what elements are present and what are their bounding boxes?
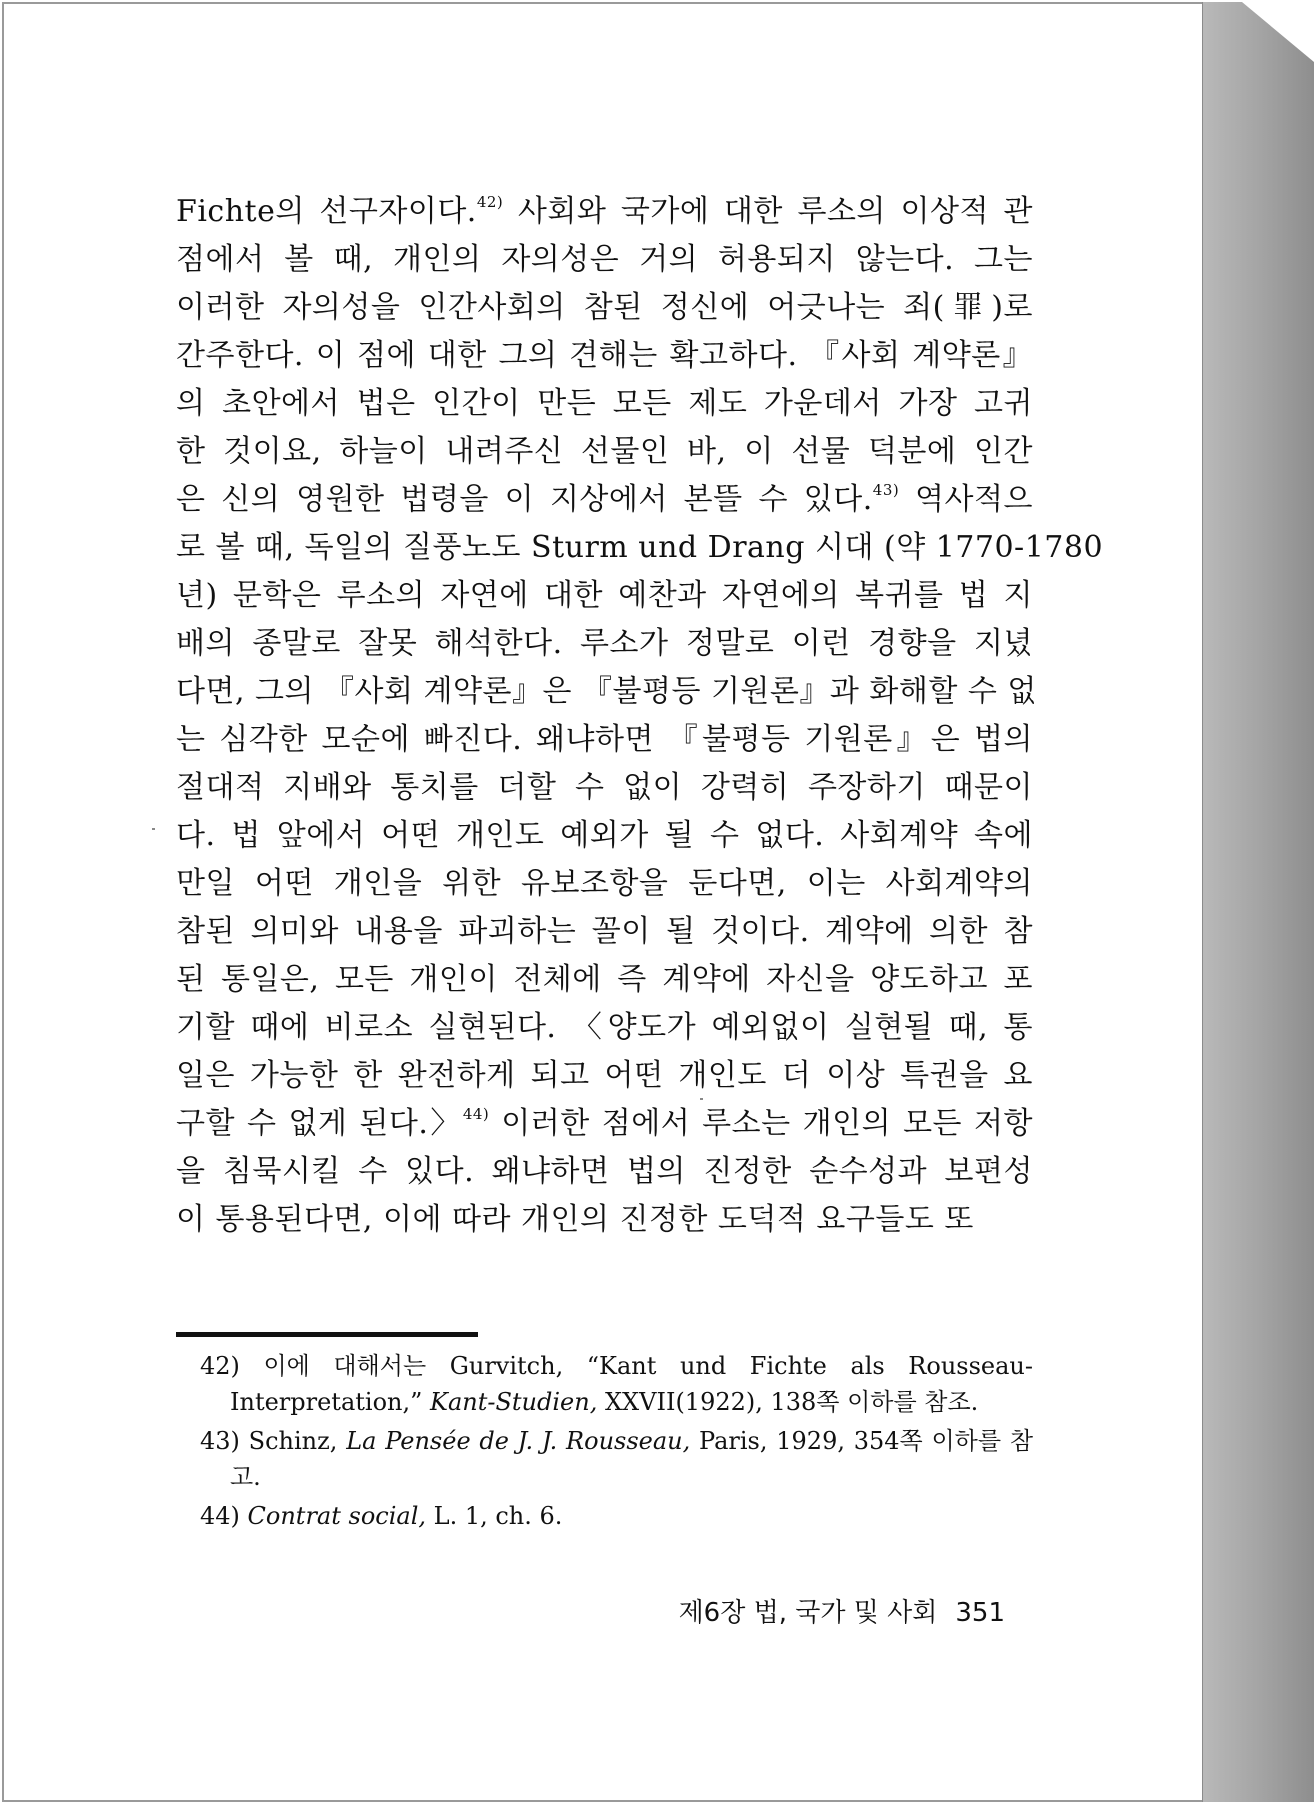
body-line: Fichte의 선구자이다.$^{42)}$ 사회와 국가에 대한 루소의 이상적 관 — [176, 193, 1033, 229]
body-line: 이러한 자의성을 인간사회의 참된 정신에 어긋나는 죄(罪)로 — [176, 290, 1033, 325]
body-line: 일은 가능한 한 완전하게 되고 어떤 개인도 더 이상 특권을 요 — [176, 1058, 1033, 1093]
body-line: 의 초안에서 법은 인간이 만든 모든 제도 가운데서 가장 고귀 — [176, 386, 1033, 421]
footnote-43-line-2: 고. — [230, 1463, 261, 1491]
body-line: 이 통용된다면, 이에 따라 개인의 진정한 도덕적 요구들도 또 — [176, 1202, 974, 1237]
footnote-44-line-1: 44) Contrat social, L. 1, ch. 6. — [200, 1502, 563, 1530]
body-line: 는 심각한 모순에 빠진다. 왜냐하면 『불평등 기원론』은 법의 — [176, 722, 1033, 757]
body-line: 점에서 볼 때, 개인의 자의성은 거의 허용되지 않는다. 그는 — [176, 242, 1033, 277]
body-line: 구할 수 없게 된다.〉$^{44)}$ 이러한 점에서 루소는 개인의 모든 저항 — [176, 1105, 1033, 1141]
body-line: 다. 법 앞에서 어떤 개인도 예외가 될 수 없다. 사회계약 속에 — [176, 818, 1033, 853]
body-line: 참된 의미와 내용을 파괴하는 꼴이 될 것이다. 계약에 의한 참 — [176, 914, 1033, 949]
page-footer — [679, 1592, 1005, 1629]
running-head: 제6장 법, 국가 및 사회 — [678, 1598, 938, 1628]
body-line: 다면, 그의 『사회 계약론』은 『불평등 기원론』과 화해할 수 없 — [176, 674, 1037, 709]
body-line: 을 침묵시킬 수 있다. 왜냐하면 법의 진정한 순수성과 보편성 — [176, 1154, 1033, 1189]
body-line: 로 볼 때, 독일의 질풍노도 Sturm und Drang 시대 (약 1770-1780 — [176, 530, 1104, 565]
body-line: 배의 종말로 잘못 해석한다. 루소가 정말로 이런 경향을 지녔 — [176, 626, 1033, 661]
footnote-ref: 44) — [462, 1105, 490, 1123]
scan-speck — [700, 1098, 703, 1100]
footnote-42-line-2: Interpretation,” Kant-Studien, XXVII(1922), 138쪽 이하를 참조. — [230, 1388, 979, 1416]
footnotes — [200, 1348, 1033, 1537]
footnote-42 — [200, 1348, 1033, 1420]
body-line: 만일 어떤 개인을 위한 유보조항을 둔다면, 이는 사회계약의 — [176, 866, 1033, 901]
body-text — [176, 188, 1104, 1244]
body-line: 년) 문학은 루소의 자연에 대한 예찬과 자연에의 복귀를 법 지 — [176, 578, 1033, 613]
page-number: 351 — [955, 1598, 1005, 1628]
body-line: 한 것이요, 하늘이 내려주신 선물인 바, 이 선물 덕분에 인간 — [176, 434, 1033, 469]
footnote-44 — [200, 1498, 1033, 1534]
footnote-ref: 42) — [476, 193, 504, 211]
page-stack-edge — [1202, 2, 1314, 1802]
body-line: 절대적 지배와 통치를 더할 수 없이 강력히 주장하기 때문이 — [176, 770, 1033, 805]
body-line: 된 통일은, 모든 개인이 전체에 즉 계약에 자신을 양도하고 포 — [176, 962, 1033, 997]
body-line: 은 신의 영원한 법령을 이 지상에서 본뜰 수 있다.$^{43)}$ 역사적으 — [176, 481, 1033, 517]
footnote-ref: 43) — [872, 481, 900, 499]
body-line: 기할 때에 비로소 실현된다. 〈양도가 예외없이 실현될 때, 통 — [176, 1010, 1033, 1045]
body-line: 간주한다. 이 점에 대한 그의 견해는 확고하다. 『사회 계약론』 — [176, 338, 1033, 373]
footnote-43 — [200, 1423, 1033, 1495]
footnote-rule — [176, 1332, 478, 1337]
scan-speck — [152, 828, 155, 830]
footnote-42-line-1: 42) 이에 대해서는 Gurvitch, “Kant und Fichte als Rousseau- — [200, 1352, 1033, 1380]
footnote-43-line-1: 43) Schinz, La Pensée de J. J. Rousseau, Paris, 1929, 354쪽 이하를 참 — [200, 1427, 1034, 1455]
